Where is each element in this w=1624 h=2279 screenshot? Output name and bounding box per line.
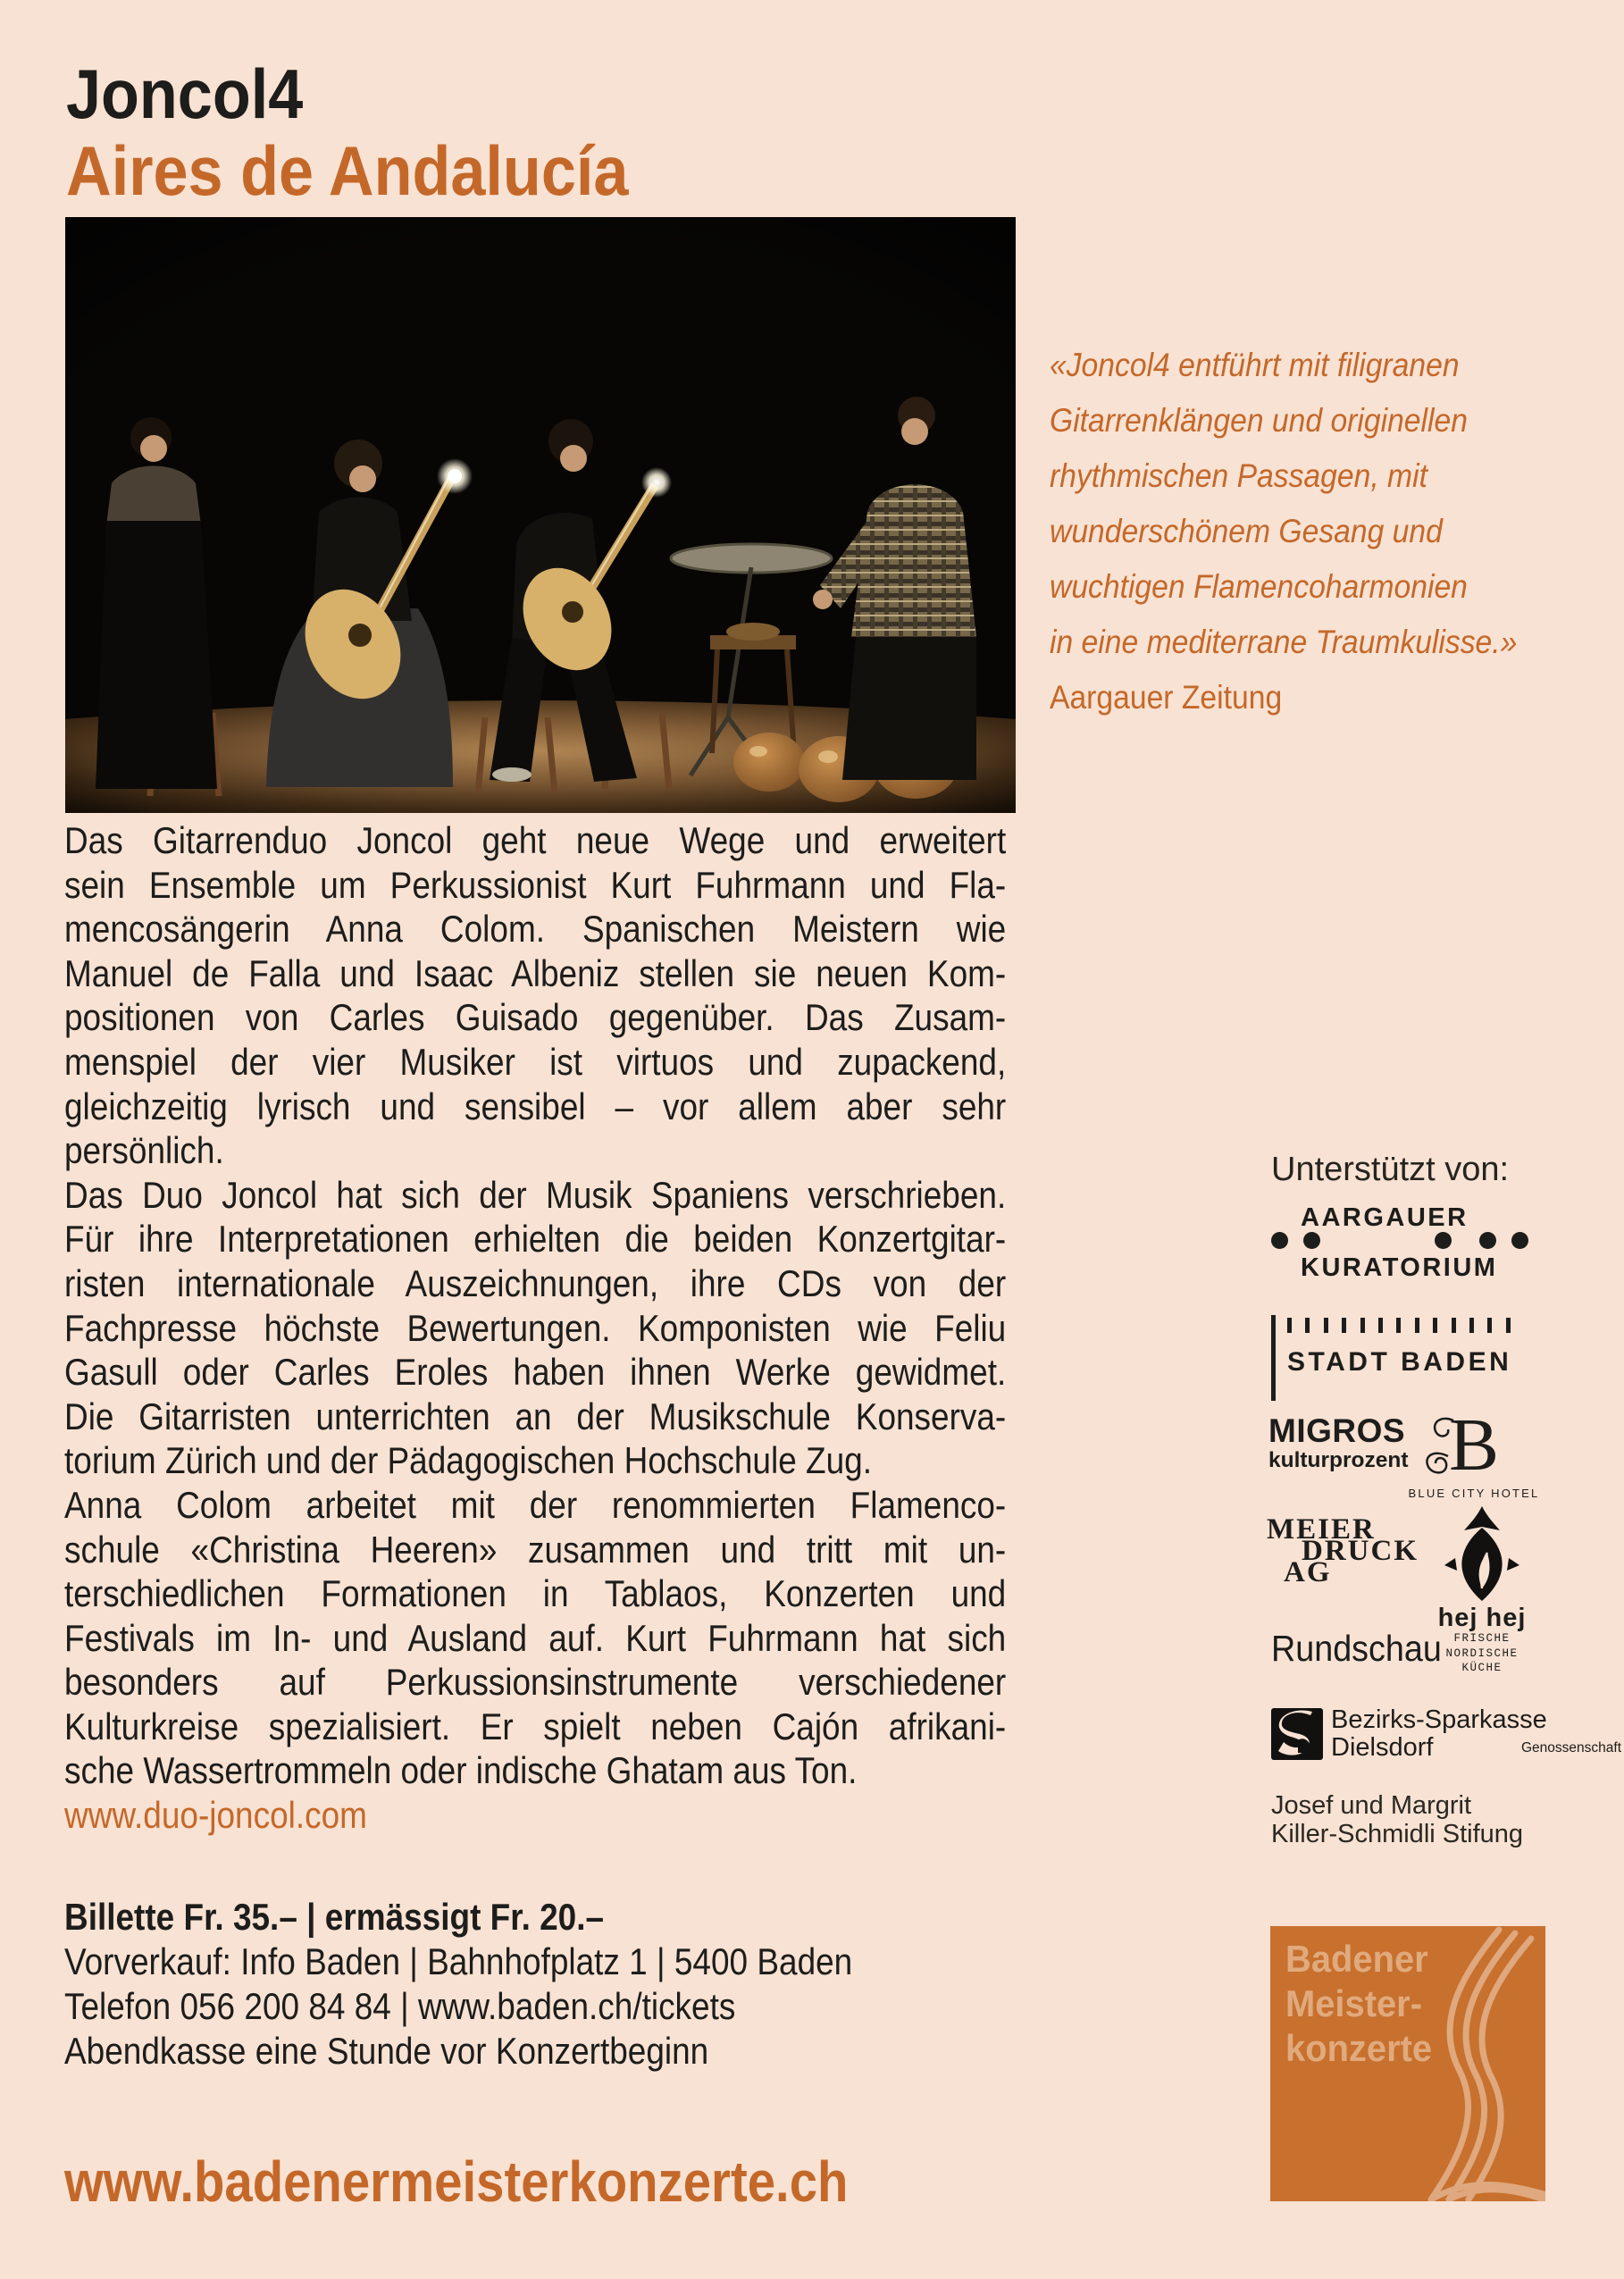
quote-line: rhythmischen Passagen, mit: [1050, 457, 1427, 494]
duo-joncol-link[interactable]: www.duo-joncol.com: [64, 1794, 367, 1837]
body-line: sein Ensemble um Perkussionist Kurt Fuhrmann und Fla-: [64, 863, 1007, 906]
logo-bezirks-sparkasse: [1271, 1705, 1624, 1771]
page-title: Joncol4: [66, 54, 304, 133]
press-quote: [1050, 338, 1621, 725]
body-line: Festivals im In- und Ausland auf. Kurt Fuhrmann hat sich: [64, 1616, 1007, 1659]
logo-rundschau: Rundschau: [1271, 1628, 1442, 1669]
quote-line: Gitarrenklängen und originellen: [1050, 402, 1468, 439]
druck-label: DRUCK: [1302, 1535, 1419, 1567]
quote-line: wunderschönem Gesang und: [1050, 513, 1443, 549]
logo-meier-druck: [1267, 1513, 1419, 1588]
logo-stadt-baden: [1271, 1313, 1530, 1403]
kuratorium-label: KURATORIUM: [1301, 1253, 1498, 1282]
body-line: persönlich.: [64, 1129, 224, 1172]
aargauer-label: AARGAUER: [1301, 1203, 1469, 1232]
bmk-label-line: konzerte: [1285, 2027, 1433, 2069]
hej-hej-tagline: NORDISCHE: [1445, 1646, 1519, 1660]
dielsdorf-label: Dielsdorf: [1331, 1733, 1434, 1762]
body-line: Gasull oder Carles Eroles haben ihnen Werke gewidmet.: [64, 1351, 1007, 1394]
quote-line: wuchtigen Flamencoharmonien: [1050, 568, 1468, 605]
hej-hej-label: hej hej: [1437, 1604, 1527, 1632]
stadt-baden-label: STADT BADEN: [1287, 1347, 1512, 1377]
stadt-baden-bar-icon: [1271, 1315, 1276, 1401]
body-line: sche Wassertrommeln oder indische Ghatam aus Ton.: [64, 1749, 858, 1792]
dot-icon: [1435, 1232, 1452, 1249]
body-line: torium Zürich und der Pädagogischen Hochschule Zug.: [64, 1439, 872, 1482]
blue-city-swirl-icon: [1407, 1410, 1541, 1481]
blue-city-monogram: B: [1448, 1403, 1500, 1487]
header: [66, 55, 854, 209]
body-line: schule «Christina Heeren» zusammen und tritt mit un-: [64, 1528, 1007, 1571]
concert-photo-illustration: [65, 217, 1016, 813]
quote-line: in eine mediterrane Traumkulisse.»: [1050, 624, 1518, 660]
stadt-baden-dashes-icon: [1287, 1318, 1511, 1333]
genossenschaft-label: Genossenschaft: [1521, 1740, 1622, 1755]
logo-hej-hej: [1430, 1506, 1534, 1676]
body-line: Für ihre Interpretationen erhielten die beiden Konzertgitar-: [64, 1218, 1007, 1261]
logo-badener-meisterkonzerte: [1270, 1926, 1545, 2201]
ticket-prices: Billette Fr. 35.– | ermässigt Fr. 20.–: [64, 1896, 605, 1938]
dot-icon: [1511, 1232, 1528, 1249]
blue-city-hotel-label: BLUE CITY HOTEL: [1408, 1487, 1540, 1500]
footer-website-wrap: [64, 2150, 955, 2213]
page-subtitle: Aires de Andalucía: [66, 131, 629, 210]
concert-photo: [65, 217, 1016, 813]
body-line: menspiel der vier Musiker ist virtuos und zupackend,: [64, 1040, 1007, 1083]
body-line: Kulturkreise spezialisiert. Er spielt neben Cajón afrikani-: [64, 1705, 1007, 1747]
dot-icon: [1479, 1232, 1496, 1249]
sponsors-heading: Unterstützt von:: [1271, 1151, 1510, 1188]
quote-line: «Joncol4 entführt mit filigranen: [1050, 347, 1460, 383]
body-line: mencosängerin Anna Colom. Spanischen Meistern wie: [64, 908, 1007, 951]
logo-aargauer-kuratorium: [1271, 1205, 1539, 1286]
ticket-info: [64, 1895, 1006, 2074]
body-line: Fachpresse höchste Bewertungen. Komponisten wie Feliu: [64, 1306, 1007, 1349]
body-line: gleichzeitig lyrisch und sensibel – vor allem aber sehr: [64, 1085, 1007, 1127]
body-line: positionen von Carles Guisado gegenüber. Das Zusam-: [64, 996, 1007, 1039]
body-line: Das Gitarrenduo Joncol geht neue Wege und erweitert: [64, 819, 1007, 861]
body-line: terschiedlichen Formationen in Tablaos, Konzerten und: [64, 1572, 1007, 1615]
bmk-label-line: Meister-: [1285, 1982, 1423, 2024]
body-text: [64, 818, 1006, 1838]
body-line: besonders auf Perkussionsinstrumente verschiedener: [64, 1661, 1007, 1704]
quote-attribution: Aargauer Zeitung: [1050, 679, 1283, 716]
ticket-presale: Vorverkauf: Info Baden | Bahnhofplatz 1 | 5400 Baden: [64, 1940, 853, 1982]
body-line: Manuel de Falla und Isaac Albeniz stellen sie neuen Kom-: [64, 951, 1007, 994]
dot-icon: [1271, 1232, 1288, 1249]
logo-blue-city-hotel: [1407, 1403, 1541, 1500]
fish-icon: [1441, 1506, 1523, 1605]
kulturprozent-label: kulturprozent: [1268, 1448, 1409, 1472]
body-line: risten internationale Auszeichnungen, ihre CDs von der: [64, 1261, 1007, 1304]
footer-website-link[interactable]: www.badenermeisterkonzerte.ch: [64, 2149, 849, 2214]
meier-label: MEIER: [1267, 1513, 1376, 1546]
ticket-evening: Abendkasse eine Stunde vor Konzertbeginn: [64, 2030, 709, 2072]
dot-icon: [1303, 1232, 1320, 1249]
body-line: Anna Colom arbeitet mit der renommierten Flamenco-: [64, 1483, 1007, 1526]
sparkasse-monogram-icon: [1271, 1708, 1323, 1760]
ag-label: AG: [1284, 1556, 1332, 1588]
bmk-label-line: Badener: [1285, 1938, 1428, 1980]
body-line: Das Duo Joncol hat sich der Musik Spaniens verschrieben.: [64, 1173, 1007, 1216]
sparkasse-label: Bezirks-Sparkasse: [1331, 1705, 1547, 1734]
logo-migros-kulturprozent: [1268, 1413, 1409, 1472]
ticket-phone-web: Telefon 056 200 84 84 | www.baden.ch/tickets: [64, 1985, 736, 2027]
stiftung-line: Josef und Margrit: [1271, 1791, 1472, 1820]
stiftung-line: Killer-Schmidli Stifung: [1271, 1820, 1524, 1848]
hej-hej-tagline: FRISCHE: [1453, 1632, 1511, 1645]
hej-hej-tagline: KÜCHE: [1461, 1662, 1503, 1674]
sponsor-killer-schmidli-stiftung: [1271, 1791, 1523, 1848]
migros-label: MIGROS: [1268, 1412, 1406, 1449]
body-line: Die Gitarristen unterrichten an der Musikschule Konserva-: [64, 1395, 1007, 1437]
